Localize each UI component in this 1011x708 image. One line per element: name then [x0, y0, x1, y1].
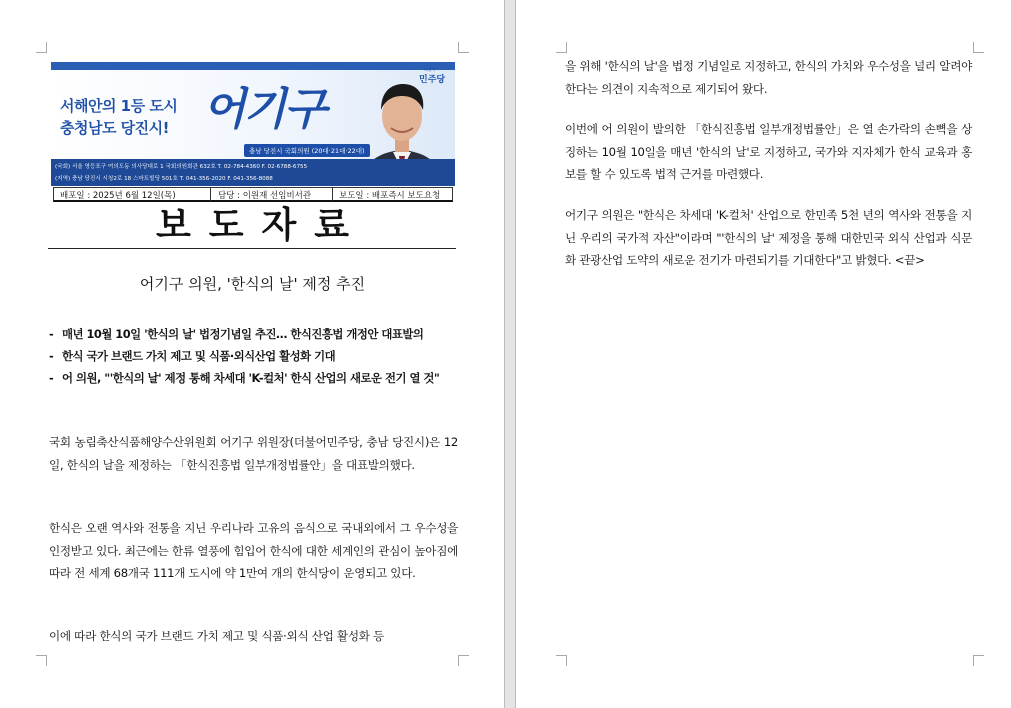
heading-rule: [48, 248, 456, 249]
document-page-1: [0, 0, 504, 708]
document-page-2: [516, 0, 1011, 708]
summary-bullet: - 한식 국가 브랜드 가치 제고 및 식품·외식산업 활성화 기대: [49, 349, 336, 363]
body-paragraph: 국회 농림축산식품해양수산위원회 어기구 위원장(더불어민주당, 충남 당진시)은 12일, 한식의 날을 제정하는 「한식진흥법 일부개정법률안」을 대표발의했다.: [49, 435, 458, 472]
body-paragraph: 한식은 오랜 역사와 전통을 지닌 우리나라 고유의 음식으로 국내외에서 그 우수성을 인정받고 있다. 최근에는 한류 열풍에 힘입어 한식에 대한 세계인의 관심이 높아짐에 따라 전 세계 68개국 111개 도시에 약 1만여 개의 한식당이 운영되고 있다.: [49, 521, 458, 580]
release-date: 배포일 : 2025년 6월 12일(목): [60, 191, 176, 201]
crop-mark-icon: [36, 655, 47, 666]
info-divider: [210, 188, 211, 201]
banner-slogan-line2: 충청남도 당진시!: [60, 119, 169, 137]
body-paragraph: 이번에 어 의원이 발의한 「한식진흥법 일부개정법률안」은 열 손가락의 손뼉을 상징하는 10월 10일을 매년 '한식의 날'로 지정하고, 국가와 지자체가 한식 교육과 홍보를 할 수 있도록 법적 근거를 마련했다.: [565, 122, 972, 181]
info-divider: [332, 188, 333, 201]
address-bar: [51, 159, 455, 186]
summary-bullet: - 어 의원, "'한식의 날' 제정 통해 차세대 'K-컬처' 한식 산업의 새로운 전기 열 것": [49, 371, 440, 385]
crop-mark-icon: [973, 42, 984, 53]
banner-role: 충남 당진시 국회의원 (20대·21대·22대): [244, 144, 370, 157]
address-national: (국회) 서울 영등포구 여의도동 의사당대로 1 국회의원회관 632호 T. 02-784-4360 F. 02-6788-6755: [55, 164, 308, 170]
release-title: 어기구 의원, '한식의 날' 제정 추진: [139, 275, 366, 293]
embargo-note: 보도일 : 배포즉시 보도요청: [339, 191, 441, 201]
party-logo-small-text: 더불어: [424, 67, 436, 72]
party-logo: 민주당: [419, 75, 446, 85]
banner-top-stripe: [51, 62, 455, 70]
address-local: (지역) 충남 당진시 시청2로 18 스마트빌딩 501호 T. 041-356-2020 F. 041-356-8088: [55, 176, 273, 182]
crop-mark-icon: [458, 42, 469, 53]
press-banner: [51, 62, 455, 186]
press-release-heading: 보도자료: [155, 205, 368, 246]
crop-mark-icon: [458, 655, 469, 666]
body-paragraph: 이에 따라 한식의 국가 브랜드 가치 제고 및 식품·외식 산업 활성화 등: [49, 629, 384, 643]
page-gap: [504, 0, 516, 708]
crop-mark-icon: [556, 42, 567, 53]
banner-name: 어기구: [203, 84, 325, 135]
banner-slogan-line1: 서해안의 1등 도시: [60, 97, 178, 115]
crop-mark-icon: [36, 42, 47, 53]
contact-person: 담당 : 이원재 선임비서관: [218, 191, 312, 201]
summary-bullet: - 매년 10월 10일 '한식의 날' 법정기념일 추진… 한식진흥법 개정안 대표발의: [49, 327, 424, 341]
body-paragraph: 어기구 의원은 "한식은 차세대 'K-컬처' 산업으로 한민족 5천 년의 역사와 전통을 지닌 우리의 국가적 자산"이라며 "'한식의 날' 제정을 통해 대한민국 외식 산업과 식문화 관광산업 도약의 새로운 전기가 마련되기를 기대한다"고 밝혔다. <끝>: [565, 208, 972, 267]
distribution-info-row: [53, 187, 453, 202]
summary-bullets: [49, 323, 459, 389]
crop-mark-icon: [973, 655, 984, 666]
crop-mark-icon: [556, 655, 567, 666]
body-paragraph: 을 위해 '한식의 날'을 법정 기념일로 지정하고, 한식의 가치와 우수성을 널리 알려야 한다는 의견이 지속적으로 제기되어 왔다.: [565, 59, 972, 96]
